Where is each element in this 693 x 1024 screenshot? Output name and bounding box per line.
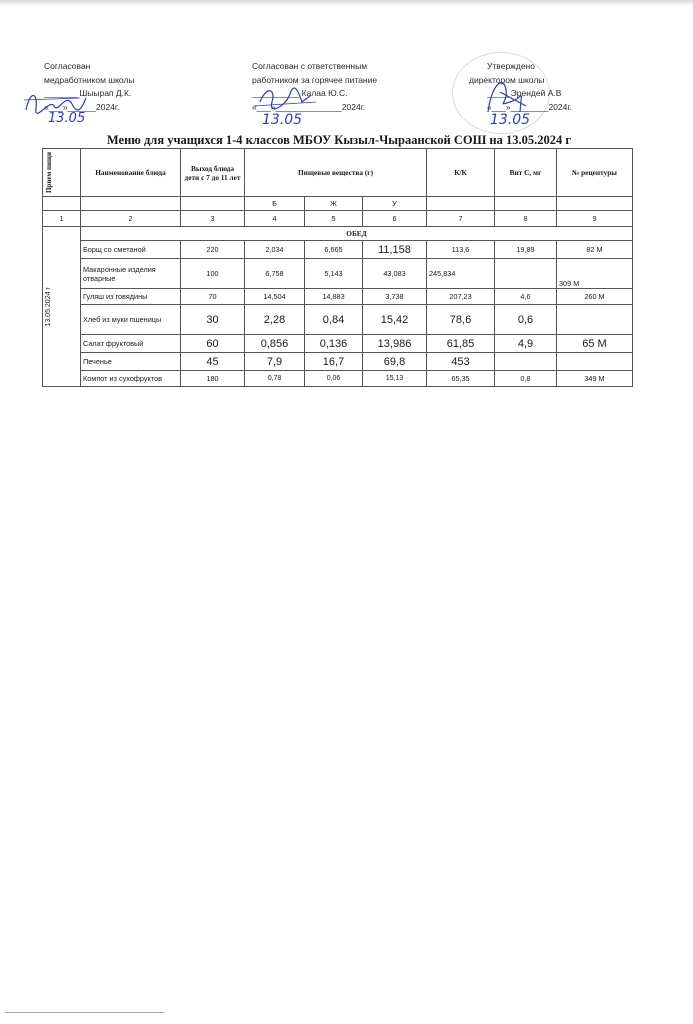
header-output: Выход блюда дети с 7 до 11 лет [181, 149, 245, 197]
approval-name: _______ Шыырап Д.К. [44, 88, 132, 98]
approval-heading: Утверждено [487, 61, 535, 71]
header-kk: К/К [427, 149, 495, 197]
approval-catering [252, 60, 377, 114]
section-title: ОБЕД [81, 227, 633, 241]
table-row: Компот из сухофруктов 180 0,78 0,06 15,13 65,35 0,8 349 М [43, 371, 633, 387]
approval-date: «___»______________2024г. [252, 101, 366, 112]
svg-text:13.05: 13.05 [48, 111, 86, 126]
header-nutrients: Пищевые вещества (г) [245, 149, 427, 197]
approval-heading: Согласован с ответственным [252, 61, 368, 71]
table-row: Хлеб из муки пшеницы 30 2,28 0,84 15,42 78,6 0,6 [43, 305, 633, 335]
approval-name: __________ Калаа Ю.С. [252, 88, 348, 98]
svg-text:13.05: 13.05 [262, 112, 303, 128]
approval-medical [44, 60, 135, 114]
header-dish: Наименование блюда [81, 149, 181, 197]
approval-heading: Согласован [44, 61, 91, 71]
header-recipe: № рецептуры [557, 149, 633, 197]
scan-edge [0, 0, 693, 6]
header-b: Б [245, 197, 305, 211]
table-row: Печенье 45 7,9 16,7 69,8 453 [43, 353, 633, 371]
approval-date: «___»______2024г. [44, 101, 120, 112]
approval-date: «___»________2024г. [487, 101, 572, 112]
table-row: Салат фруктовый 60 0,856 0,136 13,986 61,85 4,9 65 М [43, 335, 633, 353]
header-zh: Ж [305, 197, 363, 211]
page-title: Меню для учащихся 1-4 классов МБОУ Кызыл-Чыраанской СОШ на 13.05.2024 г [106, 133, 572, 147]
approval-role: директором школы [469, 74, 545, 85]
table-row: Борщ со сметаной 220 2,034 6,665 11,158 113,6 19,89 82 М [43, 241, 633, 259]
svg-text:13.05: 13.05 [490, 112, 531, 128]
menu-table [42, 148, 633, 387]
header-vit: Вит С, мг [495, 149, 557, 197]
section-row [43, 227, 633, 241]
table-row: Макаронные изделия отварные 100 6,758 5,143 43,083 245,834 309 М [43, 259, 633, 289]
header-u: У [363, 197, 427, 211]
date-cell: 13.05.2024 г [43, 227, 81, 387]
approval-role: работником за горячее питание [252, 74, 378, 85]
header-meal: Прием пищи [43, 149, 81, 197]
column-number-row: 1 2 3 4 5 6 7 8 9 [43, 211, 633, 227]
header-row [43, 149, 633, 197]
approval-director [469, 60, 572, 114]
table-row: Гуляш из говядины 70 14,504 14,883 3,738 207,23 4,6 260 М [43, 289, 633, 305]
subheader-row [43, 197, 633, 211]
scan-artifact-line [5, 1012, 165, 1013]
approval-name: _____Эрендей А.В [487, 88, 562, 98]
approval-role: медработником школы [44, 74, 135, 85]
